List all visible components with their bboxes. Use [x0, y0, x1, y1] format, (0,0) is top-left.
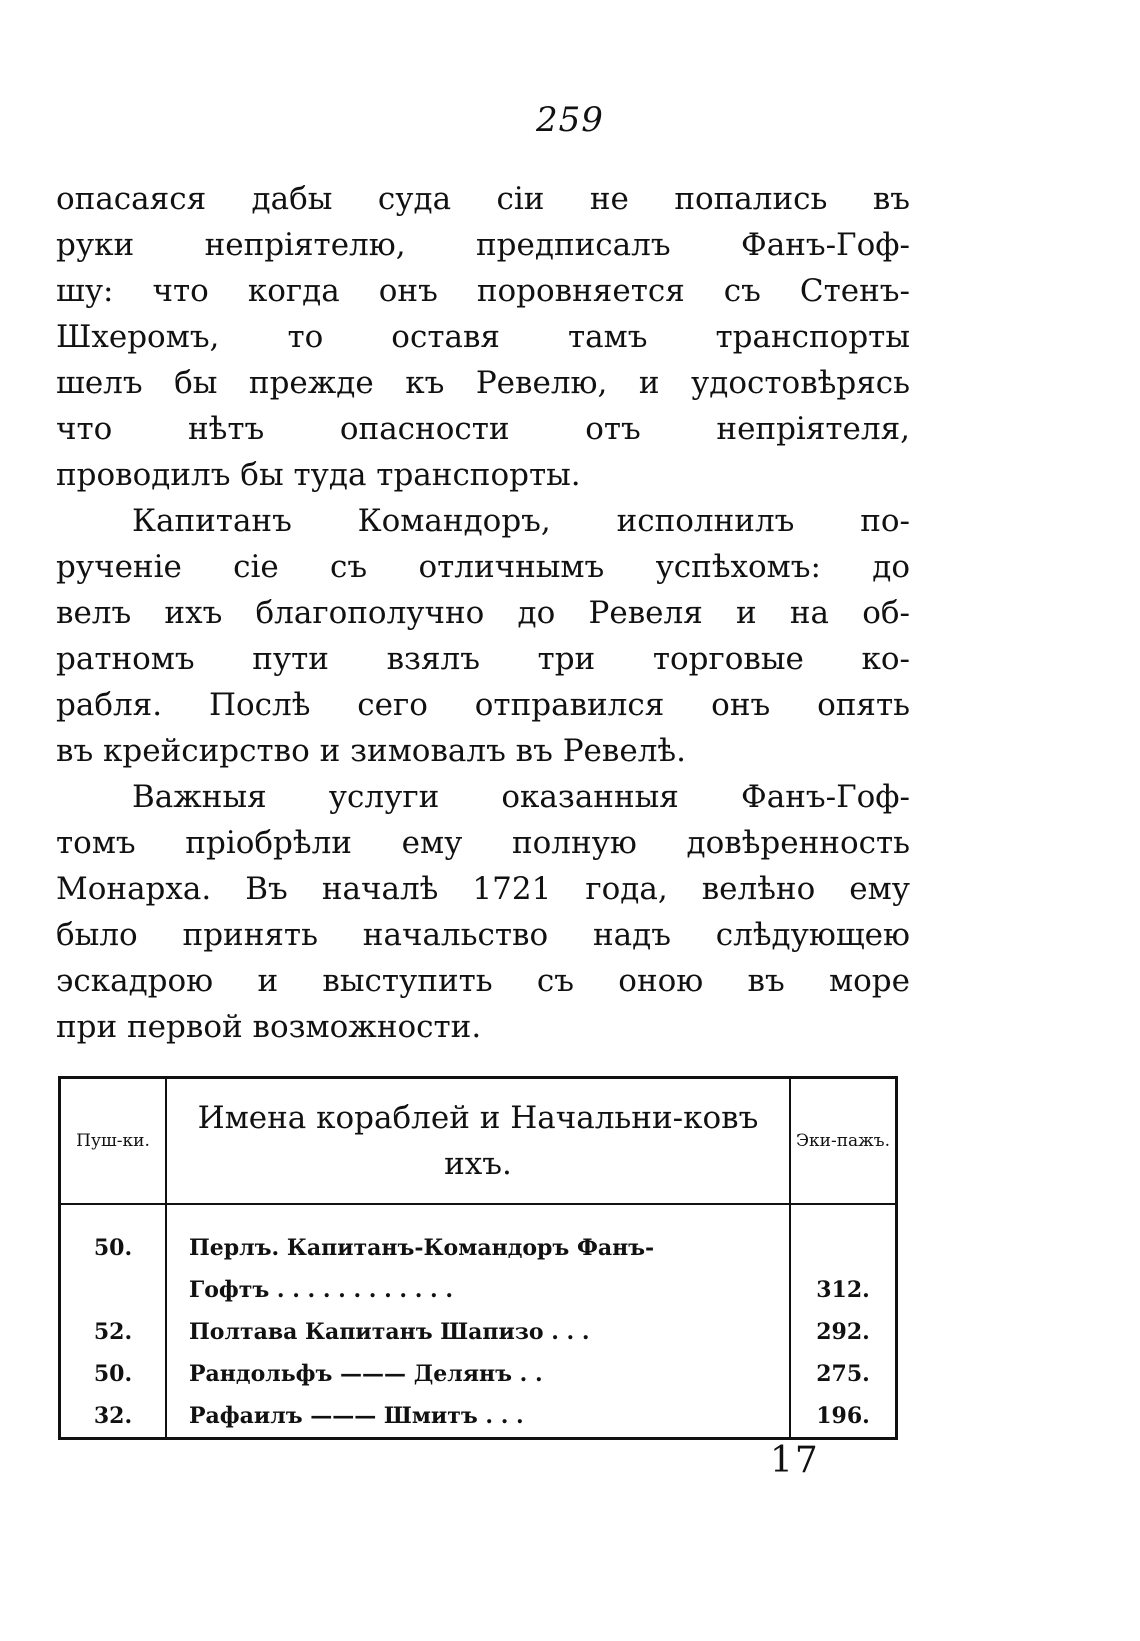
- paragraph-3: [56, 774, 910, 1050]
- header-crew: Эки-пажъ.: [790, 1078, 897, 1205]
- cell-crew: 275.: [790, 1353, 897, 1395]
- paragraph-2: [56, 498, 910, 774]
- text-line: Шхеромъ, то оставя тамъ транспорты: [56, 319, 910, 355]
- table-header-row: [60, 1078, 897, 1205]
- text-line: при первой возможности.: [56, 1009, 482, 1045]
- cell-crew: 292.: [790, 1311, 897, 1353]
- cell-ship-name: [166, 1311, 790, 1353]
- text-line: опасаяся дабы суда сіи не попались въ: [56, 181, 910, 217]
- ship-name-line: Полтава Капитанъ Шапизо . . .: [189, 1319, 590, 1345]
- cell-guns: 50.: [60, 1204, 167, 1311]
- table-row: [60, 1204, 897, 1311]
- ship-name-line: Перлъ. Капитанъ-Командоръ Фанъ-: [189, 1235, 655, 1261]
- cell-ship-name: [166, 1204, 790, 1311]
- text-line: Монарха. Въ началѣ 1721 года, велѣно ему: [56, 871, 910, 907]
- cell-ship-name: [166, 1353, 790, 1395]
- text-line: Капитанъ Командоръ, исполнилъ по-: [132, 503, 910, 539]
- text-line: шелъ бы прежде къ Ревелю, и удостовѣрясь: [56, 365, 910, 401]
- table-row: [60, 1353, 897, 1395]
- ship-name-line: Рафаилъ ——— Шмитъ . . .: [189, 1403, 524, 1429]
- text-line: что нѣтъ опасности отъ непріятеля,: [56, 411, 910, 447]
- text-line: томъ пріобрѣли ему полную довѣренность: [56, 825, 910, 861]
- cell-guns: 52.: [60, 1311, 167, 1353]
- text-line: шу: что когда онъ поровняется съ Стенъ-: [56, 273, 910, 309]
- text-line: въ крейсирство и зимовалъ въ Ревелѣ.: [56, 733, 686, 769]
- text-line: проводилъ бы туда транспорты.: [56, 457, 581, 493]
- paragraph-1: [56, 176, 910, 498]
- text-line: велъ ихъ благополучно до Ревеля и на об-: [56, 595, 910, 631]
- fleet-table: [58, 1076, 898, 1440]
- header-guns: Пуш-ки.: [60, 1078, 167, 1205]
- ship-name-line: Рандольфъ ——— Делянъ . .: [189, 1361, 543, 1387]
- signature-mark: 17: [770, 1440, 820, 1481]
- text-line: Важныя услуги оказанныя Фанъ-Гоф-: [132, 779, 910, 815]
- text-line: было принять начальство надъ слѣдующею: [56, 917, 910, 953]
- text-line: эскадрою и выступить съ оною въ море: [56, 963, 910, 999]
- table-row: [60, 1311, 897, 1353]
- cell-crew: 312.: [790, 1204, 897, 1311]
- text-line: рученіе сіе съ отличнымъ успѣхомъ: до: [56, 549, 910, 585]
- text-line: рабля. Послѣ сего отправился онъ опять: [56, 687, 910, 723]
- cell-guns: 50.: [60, 1353, 167, 1395]
- text-line: руки непріятелю, предписалъ Фанъ-Гоф-: [56, 227, 910, 263]
- table-row: [60, 1395, 897, 1439]
- page-number: 259: [536, 100, 604, 140]
- ship-name-line: Гофтъ . . . . . . . . . . . .: [189, 1277, 454, 1303]
- cell-crew: 196.: [790, 1395, 897, 1439]
- header-names: Имена кораблей и Начальни-ковъ ихъ.: [166, 1078, 790, 1205]
- text-line: ратномъ пути взялъ три торговые ко-: [56, 641, 910, 677]
- cell-ship-name: [166, 1395, 790, 1439]
- cell-guns: 32.: [60, 1395, 167, 1439]
